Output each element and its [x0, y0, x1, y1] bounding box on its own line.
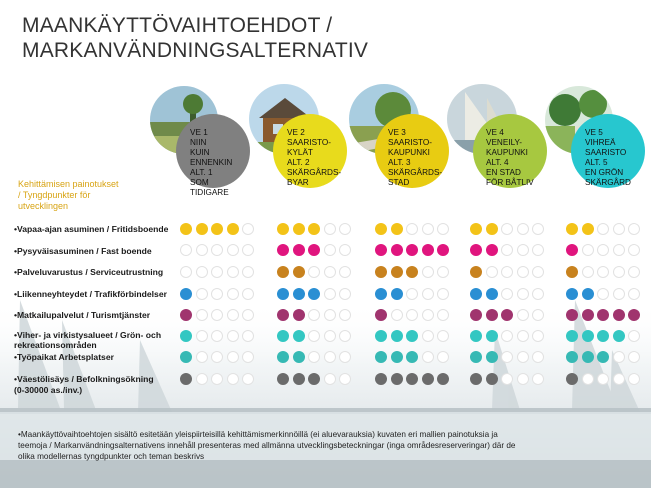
- score-dot: [196, 223, 208, 235]
- alternative-5-circle: [571, 114, 645, 188]
- score-dot: [597, 330, 609, 342]
- score-dot: [277, 330, 289, 342]
- score-dot: [242, 309, 254, 321]
- score-dot: [227, 266, 239, 278]
- footnote-line-2: teemoja / Markanvändningsalternativens innehåll presenteras med allmänna utvecklingsbeteckningar (inga områdesreserveringar) där de: [18, 441, 516, 450]
- score-dot: [406, 244, 418, 256]
- score-dot: [628, 373, 640, 385]
- alt-5-line-6: SKÄRGÅRD: [585, 178, 631, 187]
- alt-3-line-2: SAARISTO-: [388, 138, 432, 147]
- score-dot: [532, 288, 544, 300]
- score-dot: [227, 373, 239, 385]
- score-dot: [308, 266, 320, 278]
- score-dot: [324, 223, 336, 235]
- row-label-population-line-2: (0-30000 as./inv.): [14, 385, 83, 395]
- score-dot: [532, 266, 544, 278]
- alt-4-line-1: VE 4: [486, 128, 504, 137]
- alt-1-line-5: ALT. 1: [190, 168, 213, 177]
- footnote: [18, 429, 618, 462]
- score-dot: [277, 223, 289, 235]
- score-dot: [422, 330, 434, 342]
- alt-1-line-1: VE 1: [190, 128, 208, 137]
- score-dot: [180, 351, 192, 363]
- score-dot: [277, 288, 289, 300]
- alt-5-line-1: VE 5: [585, 128, 603, 137]
- score-dot: [339, 351, 351, 363]
- score-dot: [501, 351, 513, 363]
- score-dot: [277, 309, 289, 321]
- footnote-line-3: olika modellernas tyngdpunkter och teman beskrivs: [18, 452, 205, 461]
- score-dot: [211, 244, 223, 256]
- score-dot: [308, 330, 320, 342]
- alt-4-line-3: KAUPUNKI: [486, 148, 528, 157]
- score-dot: [293, 309, 305, 321]
- score-dot: [180, 244, 192, 256]
- score-dot: [486, 244, 498, 256]
- score-dot: [227, 288, 239, 300]
- row-label-services: •Palveluvarustus / Serviceutrustning: [14, 267, 164, 277]
- score-dot: [180, 309, 192, 321]
- score-dot: [196, 351, 208, 363]
- score-dot: [566, 309, 578, 321]
- score-dot: [242, 223, 254, 235]
- score-dot: [597, 309, 609, 321]
- score-dot: [597, 244, 609, 256]
- score-dot: [470, 223, 482, 235]
- score-dot: [582, 373, 594, 385]
- score-dot: [391, 244, 403, 256]
- weighting-heading-line-2: / Tyngdpunkter för: [18, 190, 91, 200]
- score-dot: [628, 288, 640, 300]
- score-dot: [517, 330, 529, 342]
- score-dot: [180, 223, 192, 235]
- score-dot: [597, 223, 609, 235]
- score-dot: [437, 244, 449, 256]
- row-label-transport: •Liikenneyhteydet / Trafikförbindelser: [14, 289, 167, 299]
- score-dot: [211, 288, 223, 300]
- score-dot: [501, 373, 513, 385]
- score-dot: [470, 330, 482, 342]
- score-dot: [242, 373, 254, 385]
- score-dot: [375, 373, 387, 385]
- score-dot: [277, 266, 289, 278]
- score-dot: [391, 309, 403, 321]
- score-dot: [308, 373, 320, 385]
- score-dot: [391, 288, 403, 300]
- score-dot: [470, 351, 482, 363]
- score-dot: [582, 351, 594, 363]
- score-dot: [532, 351, 544, 363]
- score-dot: [406, 288, 418, 300]
- score-dot: [375, 223, 387, 235]
- alt-1-line-3: KUIN: [190, 148, 210, 157]
- score-dot: [470, 266, 482, 278]
- score-dot: [339, 373, 351, 385]
- score-dot: [406, 309, 418, 321]
- score-dot: [613, 288, 625, 300]
- weighting-heading-line-3: utvecklingen: [18, 201, 69, 211]
- score-dot: [437, 223, 449, 235]
- score-dot: [532, 330, 544, 342]
- score-dot: [517, 223, 529, 235]
- alternative-1-circle: [176, 114, 250, 197]
- row-label-workplaces: •Työpaikat Arbetsplatser: [14, 352, 114, 362]
- score-dot: [470, 244, 482, 256]
- score-dot: [391, 351, 403, 363]
- score-dot: [628, 223, 640, 235]
- score-dot: [566, 330, 578, 342]
- row-label-tourism: •Matkailupalvelut / Turismtjänster: [14, 310, 151, 320]
- score-dot: [422, 309, 434, 321]
- row-label-leisure-housing: •Vapaa-ajan asuminen / Fritidsboende: [14, 224, 169, 234]
- score-dot: [486, 351, 498, 363]
- score-dot: [437, 266, 449, 278]
- score-dot: [582, 309, 594, 321]
- alt-5-line-2: VIHREÄ: [585, 138, 616, 147]
- score-dot: [242, 266, 254, 278]
- alt-2-line-6: BYAR: [287, 178, 309, 187]
- score-dot: [613, 266, 625, 278]
- score-dot: [227, 244, 239, 256]
- score-dot: [517, 351, 529, 363]
- score-dot: [613, 309, 625, 321]
- score-dot: [339, 223, 351, 235]
- score-dot: [277, 351, 289, 363]
- score-dot: [196, 244, 208, 256]
- score-dot: [486, 373, 498, 385]
- score-dot: [582, 330, 594, 342]
- score-dot: [566, 223, 578, 235]
- score-dot: [324, 373, 336, 385]
- alt-1-line-6: SOM: [190, 178, 209, 187]
- score-dot: [501, 223, 513, 235]
- alt-3-line-4: ALT. 3: [388, 158, 411, 167]
- score-dot: [293, 223, 305, 235]
- score-dot: [339, 288, 351, 300]
- score-dot: [566, 373, 578, 385]
- score-dot: [597, 266, 609, 278]
- score-dot: [308, 244, 320, 256]
- score-dot: [486, 266, 498, 278]
- footnote-line-1: •Maankäyttövaihtoehtojen sisältö esitetään yleispiirteisillä kehittämismerkinnöillä (ei aluevarauksia) kuvaten eri mallien painotuksia ja: [18, 430, 498, 439]
- score-dot: [517, 373, 529, 385]
- score-dot: [566, 288, 578, 300]
- score-dot: [324, 351, 336, 363]
- row-label-permanent-housing: •Pysyväisasuminen / Fast boende: [14, 246, 152, 256]
- score-dot: [308, 223, 320, 235]
- score-dot: [324, 330, 336, 342]
- alt-2-line-2: SAARISTO-: [287, 138, 331, 147]
- score-dot: [180, 330, 192, 342]
- alt-4-line-5: EN STAD: [486, 168, 521, 177]
- score-dot: [422, 244, 434, 256]
- score-dot: [339, 266, 351, 278]
- title-line-1: MAANKÄYTTÖVAIHTOEHDOT /: [22, 14, 333, 37]
- alt-1-line-4: ENNENKIN: [190, 158, 233, 167]
- score-dot: [293, 373, 305, 385]
- alt-1-line-2: NIIN: [190, 138, 207, 147]
- score-dot: [277, 244, 289, 256]
- score-dot: [196, 288, 208, 300]
- score-dot: [242, 351, 254, 363]
- score-dot: [339, 330, 351, 342]
- score-dot: [324, 266, 336, 278]
- alt-3-line-6: STAD: [388, 178, 410, 187]
- alt-2-line-4: ALT. 2: [287, 158, 310, 167]
- alt-2-line-3: KYLÄT: [287, 148, 313, 157]
- score-dot: [293, 288, 305, 300]
- alt-4-line-2: VENEILY-: [486, 138, 522, 147]
- score-dot: [437, 351, 449, 363]
- score-dot: [437, 309, 449, 321]
- score-dot: [517, 266, 529, 278]
- score-dot: [501, 288, 513, 300]
- score-dot: [470, 373, 482, 385]
- score-dot: [242, 244, 254, 256]
- score-dot: [532, 309, 544, 321]
- score-dot: [422, 351, 434, 363]
- score-dot: [293, 330, 305, 342]
- alt-1-line-7: TIDIGARE: [190, 188, 229, 197]
- alt-3-line-3: KAUPUNKI: [388, 148, 430, 157]
- score-dot: [324, 309, 336, 321]
- score-dot: [597, 351, 609, 363]
- score-dot: [566, 351, 578, 363]
- score-dot: [517, 309, 529, 321]
- score-dot: [242, 288, 254, 300]
- score-dot: [211, 330, 223, 342]
- score-dot: [391, 266, 403, 278]
- score-dot: [501, 330, 513, 342]
- alt-4-line-6: FÖR BÅTLIV: [486, 178, 534, 187]
- score-dot: [532, 244, 544, 256]
- score-dot: [227, 351, 239, 363]
- score-dot: [211, 373, 223, 385]
- score-dot: [339, 309, 351, 321]
- page-title: [22, 13, 368, 63]
- alt-2-line-5: SKÄRGÅRDS-: [287, 168, 342, 177]
- alternative-4-circle: [473, 114, 547, 188]
- score-dot: [391, 223, 403, 235]
- score-dot: [422, 288, 434, 300]
- score-dot: [211, 266, 223, 278]
- score-dot: [532, 373, 544, 385]
- score-dot: [582, 223, 594, 235]
- score-dot: [613, 373, 625, 385]
- title-line-2: MARKANVÄNDNINGSALTERNATIV: [22, 39, 369, 62]
- row-label-population: •Väestölisäys / Befolkningsökning: [14, 374, 154, 384]
- score-dot: [628, 351, 640, 363]
- score-dot: [227, 330, 239, 342]
- score-dot: [211, 351, 223, 363]
- score-dot: [517, 244, 529, 256]
- score-dot: [628, 309, 640, 321]
- row-label-green-areas-line-2: rekreationsområden: [14, 340, 97, 350]
- alt-2-line-1: VE 2: [287, 128, 305, 137]
- score-dot: [613, 244, 625, 256]
- score-dot: [308, 288, 320, 300]
- score-dot: [628, 244, 640, 256]
- score-dot: [339, 244, 351, 256]
- score-dot: [180, 266, 192, 278]
- weighting-heading: [18, 179, 158, 212]
- score-dot: [375, 309, 387, 321]
- score-dot: [470, 288, 482, 300]
- alt-3-line-5: SKÄRGÅRDS-: [388, 168, 443, 177]
- score-dot: [391, 330, 403, 342]
- weighting-heading-line-1: Kehittämisen painotukset: [18, 179, 119, 189]
- score-dot: [501, 244, 513, 256]
- score-dot: [582, 288, 594, 300]
- score-dot: [391, 373, 403, 385]
- score-dot: [437, 373, 449, 385]
- score-dot: [517, 288, 529, 300]
- score-dot: [532, 223, 544, 235]
- score-dot: [375, 266, 387, 278]
- score-dot: [582, 266, 594, 278]
- score-dot: [470, 309, 482, 321]
- score-dot: [613, 330, 625, 342]
- score-dot: [486, 309, 498, 321]
- score-dot: [196, 330, 208, 342]
- score-dot: [566, 244, 578, 256]
- score-dot: [597, 373, 609, 385]
- score-dot: [486, 288, 498, 300]
- score-dot: [501, 309, 513, 321]
- score-dot: [566, 266, 578, 278]
- alt-3-line-1: VE 3: [388, 128, 406, 137]
- score-dot: [422, 223, 434, 235]
- score-dot: [406, 330, 418, 342]
- score-dot: [211, 309, 223, 321]
- score-dot: [406, 223, 418, 235]
- score-dot: [324, 244, 336, 256]
- score-dot: [242, 330, 254, 342]
- alt-4-line-4: ALT. 4: [486, 158, 509, 167]
- score-dot: [613, 223, 625, 235]
- score-dot: [375, 351, 387, 363]
- score-dot: [196, 309, 208, 321]
- score-dot: [582, 244, 594, 256]
- score-dot: [293, 266, 305, 278]
- alternative-3-circle: [375, 114, 449, 188]
- score-dot: [406, 373, 418, 385]
- score-dot: [211, 223, 223, 235]
- score-dot: [406, 351, 418, 363]
- score-dot: [180, 288, 192, 300]
- alternative-2-circle: [273, 114, 347, 188]
- score-dot: [422, 266, 434, 278]
- score-dot: [293, 351, 305, 363]
- score-dot: [308, 351, 320, 363]
- alt-5-line-5: EN GRÖN: [585, 168, 624, 177]
- alt-5-line-4: ALT. 5: [585, 158, 608, 167]
- score-dot: [486, 223, 498, 235]
- score-dot: [180, 373, 192, 385]
- score-dot: [422, 373, 434, 385]
- score-dot: [628, 266, 640, 278]
- score-dot: [375, 330, 387, 342]
- score-dot: [437, 288, 449, 300]
- score-dot: [437, 330, 449, 342]
- score-dot: [406, 266, 418, 278]
- score-dot: [486, 330, 498, 342]
- score-dot: [227, 223, 239, 235]
- score-dot: [613, 351, 625, 363]
- score-dot: [196, 373, 208, 385]
- row-label-green-areas: •Viher- ja virkistysalueet / Grön- och: [14, 330, 162, 340]
- score-dot: [227, 309, 239, 321]
- score-dot: [628, 330, 640, 342]
- score-dot: [277, 373, 289, 385]
- score-dot: [324, 288, 336, 300]
- score-dot: [375, 244, 387, 256]
- alt-5-line-3: SAARISTO: [585, 148, 627, 157]
- score-dot: [308, 309, 320, 321]
- score-dot: [501, 266, 513, 278]
- score-dot: [293, 244, 305, 256]
- score-dot: [597, 288, 609, 300]
- score-dot: [375, 288, 387, 300]
- score-dot: [196, 266, 208, 278]
